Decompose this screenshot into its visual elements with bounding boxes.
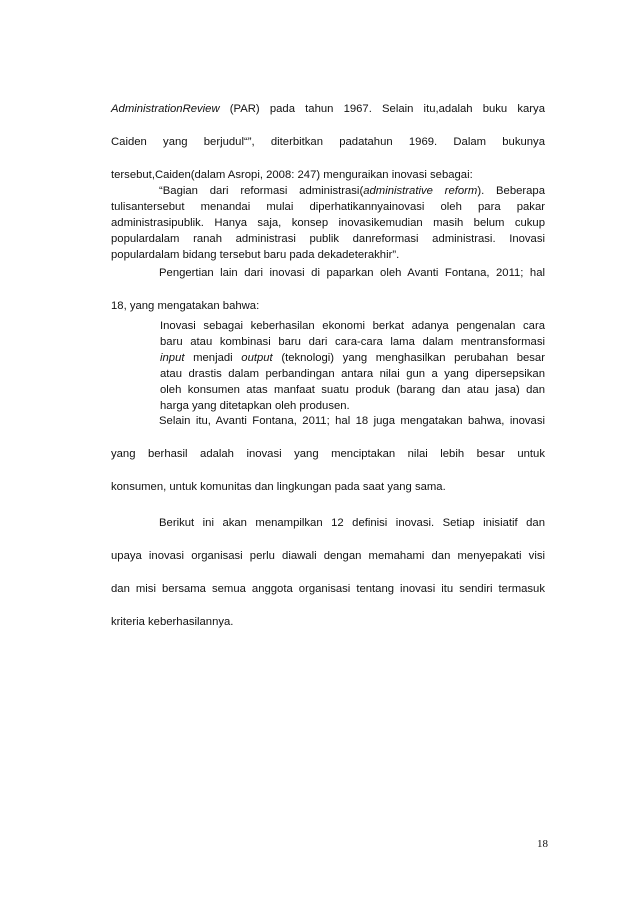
paragraph-3-line-3: konsumen, untuk komunitas dan lingkungan pada saat yang sama. [111, 481, 446, 493]
quote-1-line-1: “Bagian dari reformasi administrasi(administrative reform). Beberapa [159, 185, 545, 197]
quote-1-line-2: tulisantersebut menandai mulai diperhatikannyainovasi oleh para pakar [111, 201, 545, 213]
quote-2-line-5: oleh konsumen atas manfaat suatu produk (barang dan atau jasa) dan [160, 384, 545, 396]
paragraph-3-line-2: yang berhasil adalah inovasi yang menciptakan nilai lebih besar untuk [111, 448, 545, 460]
paragraph-4-line-1: Berikut ini akan menampilkan 12 definisi inovasi. Setiap inisiatif dan [159, 517, 545, 529]
quote-2-line-3: input menjadi output (teknologi) yang menghasilkan perubahan besar [160, 352, 545, 364]
page-number: 18 [537, 838, 548, 850]
paragraph-2-line-2: 18, yang mengatakan bahwa: [111, 300, 260, 312]
paragraph-4-line-2: upaya inovasi organisasi perlu diawali dengan memahami dan menyepakati visi [111, 550, 545, 562]
paragraph-3-line-1: Selain itu, Avanti Fontana, 2011; hal 18 juga mengatakan bahwa, inovasi [159, 415, 545, 427]
quote-block-2 [160, 318, 545, 414]
paragraph-1 [111, 93, 545, 192]
paragraph-3 [111, 405, 545, 504]
quote-2-line-6: harga yang ditetapkan oleh produsen. [160, 400, 350, 412]
quote-2-line-1: Inovasi sebagai keberhasilan ekonomi berkat adanya pengenalan cara [160, 320, 545, 332]
quote-2-line-4: atau drastis dalam perbandingan antara nilai gun a yang dipersepsikan [160, 368, 545, 380]
paragraph-4 [111, 507, 545, 639]
paragraph-4-line-4: kriteria keberhasilannya. [111, 616, 234, 628]
quote-1-line-3: administrasipublik. Hanya saja, konsep inovasikemudian masih belum cukup [111, 217, 545, 229]
paragraph-1-line-2: Caiden yang berjudul“”, diterbitkan padatahun 1969. Dalam bukunya [111, 136, 545, 148]
paragraph-1-line-3: tersebut,Caiden(dalam Asropi, 2008: 247) menguraikan inovasi sebagai: [111, 169, 473, 181]
quote-block-1 [111, 183, 545, 263]
paragraph-2-line-1: Pengertian lain dari inovasi di paparkan oleh Avanti Fontana, 2011; hal [159, 267, 545, 279]
paragraph-1-line-1: AdministrationReview (PAR) pada tahun 1967. Selain itu,adalah buku karya [111, 103, 545, 115]
quote-2-line-2: baru atau kombinasi baru dari cara-cara lama dalam mentransformasi [160, 336, 545, 348]
paragraph-2 [111, 257, 545, 323]
paragraph-4-line-3: dan misi bersama semua anggota organisasi tentang inovasi itu sendiri termasuk [111, 583, 545, 595]
quote-1-line-4: populardalam ranah administrasi publik danreformasi administrasi. Inovasi [111, 233, 545, 245]
quote-1-line-5: populardalam bidang tersebut baru pada dekadeterakhir”. [111, 249, 400, 261]
